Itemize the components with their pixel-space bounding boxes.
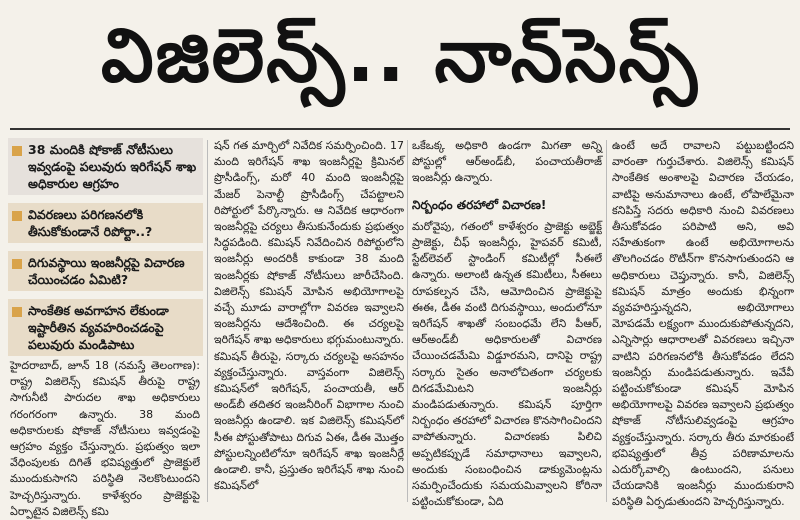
highlight-text: సాంకేతిక అవగాహన లేకుండా ఇష్టారీతిన వ్యవహరించడంపై పలువురు మండిపాటు	[28, 303, 169, 352]
article-text: ఉంటే అదే రావాలని పట్టుబట్టిందని వారంతా గుర్తుచేశారు. విజిలెన్స్ కమిషన్ సాంకేతిక అంశాలపై విచారణ చేయడం, వాటిపై అనుమానాలు ఉంటే, లోపాలేమైనా కనిపిస్తే సదరు అధికారి నుంచి వివరణలు తీసుకోవడం పరిపాటి అని, అవి సహేతుకంగా ఉంటే అభియోగాలను తొలగించడం రొటీన్‌గా కొనసాగుతుందని ఆ అధికారులు చెప్తున్నారు. కానీ, విజిలెన్స్ కమిషన్ మాత్రం అందుకు భిన్నంగా వ్యవహరిస్తున్నదని, అభియోగాలు మోపడమే లక్ష్యంగా ముందుకుపోతున్నదని, ఎన్నిసార్లు ఆధారాలతో వివరణలు ఇచ్చినా వాటిని పరిగణనలోకి తీసుకోవడం లేదని ఇంజనీర్లు మండిపడుతున్నారు. ఇవేవీ పట్టించుకోకుండా కమిషన్ మోపిన అభియోగాలపై వివరణ ఇవ్వాలని ప్రభుత్వం షోకాజ్ నోటీసులివ్వడంపై ఆగ్రహం వ్యక్తంచేస్తున్నారు. సర్కారు తీరు మారకుంటే భవిష్యత్తులో తీవ్ర పరిణామాలను ఎదుర్కోవాల్సి ఉంటుందని, పనులు చేయడానికి ఇంజనీర్లు ముందుకురాని పరిస్థితి ఏర్పడుతుందని హెచ్చరిస్తున్నారు.	[612, 139, 794, 509]
highlight-text: వివరణలు పరిగణనలోకి తీసుకోకుండానే రిపోర్టా..?	[28, 207, 153, 239]
highlight-item	[8, 203, 203, 243]
article-text: షన్ గత మార్చిలో నివేదిక సమర్పించింది. 17 మంది ఇరిగేషన్ శాఖ ఇంజనీర్లపై క్రిమినల్ ప్రొసీడింగ్స్, మరో 40 మంది ఇంజనీర్లపై మేజర్ పెనాల్టీ ప్రొసీడింగ్స్ చేపట్టాలని రిపోర్టులో పేర్కొన్నారు. ఆ నివేదిక ఆధారంగా ఇంజనీర్లపై చర్యలు తీసుకునేందుకు ప్రభుత్వం సిద్ధపడింది. కమిషన్ నివేదించిన రిపోర్టులోని ఇంజనీర్లు అందరికీ కాకుండా 38 మంది ఇంజనీర్లకు షోకాజ్ నోటీసులు జారీచేసింది. విజిలెన్స్ కమిషన్ మోపిన అభియోగాలపై వచ్చే మూడు వారాల్లోగా వివరణ ఇవ్వాలని ఇంజనీర్లను ఆదేశించింది. ఈ చర్యలపై ఇరిగేషన్ శాఖ అధికారులు భగ్గుమంటున్నారు. కమిషన్ తీరుపై, సర్కారు చర్యలపై అసహనం వ్యక్తంచేస్తున్నారు. వాస్తవంగా విజిలెన్స్ కమిషన్‌లో ఇరిగేషన్, పంచాయతీ, ఆర్ అండ్‌బీ తదితర ఇంజనీరింగ్ విభాగాల నుంచి ఇంజనీర్లు ఉండాలి. ఇక విజిలెన్స్ కమిషన్‌లో సీఈ పోస్టుతోపాటు దిగువ ఏఈ, డీఈ మొత్తం పోస్టులన్నింటిలోనూ ఇరిగేషన్ శాఖ ఇంజనీర్లే ఉండాలి. కానీ, ప్రస్తుతం ఇరిగేషన్ శాఖ నుంచి కమిషన్‌లో	[214, 139, 404, 493]
article-column-4	[612, 138, 794, 509]
column-divider	[407, 140, 408, 502]
article-column-2	[214, 138, 404, 504]
highlight-item	[8, 299, 203, 356]
highlight-item	[8, 138, 203, 195]
article-text: మరోవైపు, గతంలో కాళేశ్వరం ప్రాజెక్టు అబ్జెక్ట్ ప్రాజెక్టు, చీఫ్ ఇంజనీర్లు, హైపవర్ కమిటీ, స్టేట్‌లెవల్ స్టాండింగ్ కమిటీల్లో సీఈలే ఉన్నారు. అలాంటి ఉన్నత కమిటీలు, సీఈలు రూపకల్పన చేసి, ఆమోదించిన ప్రాజెక్టుపై ఈఈ, డీఈ వంటి దిగువస్థాయి, అందులోనూ ఇరిగేషన్ శాఖతో సంబంధమే లేని పీఆర్, ఆర్‌అండ్‌బీ అధికారులతో విచారణ చేయించడమేమి విడ్డూరమని, దానిపై రాష్ట్ర సర్కారు సైతం అనాలోచితంగా చర్యలకు దిగడమేమిటని ఇంజనీర్లు మండిపడుతున్నారు. కమిషన్ పూర్తిగా నిర్బంధం తరహాలో విచారణ కొనసాగించిందని వాపోతున్నారు. విచారణకు పిలిచి అప్పటికప్పుడే సమాధానాలు ఇవ్వాలని, అందుకు సంబంధించిన డాక్యుమెంట్లను సమర్పించేందుకు సమయమివ్వాలని కోరినా పట్టించుకోకుండా, ఏది	[412, 219, 602, 509]
article-text: హైదరాబాద్, జూన్ 18 (నమస్తే తెలంగాణ): రాష్ట్ర విజిలెన్స్ కమిషన్ తీరుపై రాష్ట్ర సాగునీటి పారుదల శాఖ అధికారులు గరంగరంగా ఉన్నారు. 38 మంది అధికారులకు షోకాజ్ నోటీసులు ఇవ్వడంపై ఆగ్రహం వ్యక్తం చేస్తున్నారు. ప్రభుత్వం ఇలా వేధింపులకు దిగితే భవిష్యత్తులో ప్రాజెక్టులే ముందుకుసాగని పరిస్థితి నెలకొంటుందని హెచ్చరిస్తున్నారు. కాళేశ్వరం ప్రాజెక్టుపై ఏర్పాటైన విజిలెన్స్ కమి	[10, 359, 200, 518]
article-column-1	[10, 358, 200, 518]
column-divider	[207, 140, 208, 502]
headline: విజిలెన్స్.. నాన్‌సెన్స్	[100, 13, 699, 99]
highlight-text: దిగువస్థాయి ఇంజనీర్లపై విచారణ చేయించడం ఏమిటి?	[28, 255, 185, 287]
subheading: నిర్బంధం తరహాలో విచారణ!	[412, 197, 547, 212]
article-text: ఒకేఒక్క అధికారి ఉండగా మిగతా అన్ని పోస్టుల్లో ఆర్‌అండ్‌బీ, పంచాయతీరాజ్ ఇంజనీర్లు ఉన్నారు.	[412, 139, 602, 185]
bullet-square-icon	[12, 259, 22, 269]
highlight-text: 38 మందికి షోకాజ్ నోటీసులు ఇవ్వడంపై పలువురు ఇరిగేషన్ శాఖ అధికారుల ఆగ్రహం	[28, 142, 197, 191]
bullet-square-icon	[12, 307, 22, 317]
highlights-box	[8, 138, 203, 353]
headline-divider	[10, 128, 790, 130]
column-divider	[606, 140, 607, 502]
bullet-square-icon	[12, 211, 22, 221]
bullet-square-icon	[12, 146, 22, 156]
highlight-item	[8, 251, 203, 291]
article-column-3	[412, 138, 602, 509]
